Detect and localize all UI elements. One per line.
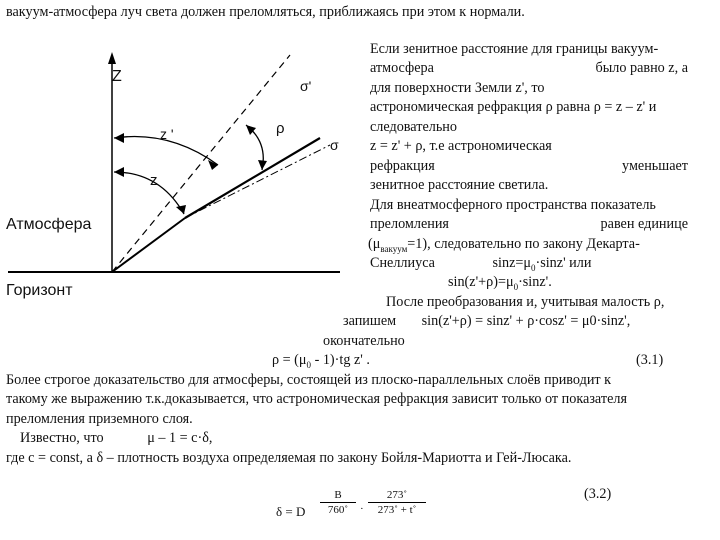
- text-fragment: рефракция: [370, 158, 435, 174]
- text-fragment: уменьшает: [622, 158, 688, 174]
- label-rho: ρ: [276, 120, 285, 137]
- text-line: Более строгое доказательство для атмосферы, состоящей из плоско-параллельных слоёв приводит к: [6, 372, 612, 388]
- label-z: z: [150, 172, 158, 189]
- incoming-ray-solid: [185, 138, 320, 218]
- arc-z-arrowhead-right: [176, 205, 186, 214]
- text-fragment: равен единице: [600, 216, 688, 232]
- text-fragment: =1), следовательно по закону Декарта-: [407, 236, 640, 252]
- label-sigma-prime: σ': [300, 78, 312, 94]
- label-z-prime: z ': [160, 126, 174, 142]
- text-line: Для внеатмосферного пространства показатель: [370, 197, 656, 213]
- fraction-denominator: 273˚ + t˚: [377, 504, 417, 516]
- text-line: астрономическая рефракция ρ равна ρ = z – z' и: [370, 99, 657, 115]
- top-text-line: вакуум-атмосфера луч света должен преломляться, приближаясь при этом к нормали.: [6, 4, 525, 20]
- text-line: окончательно: [323, 333, 405, 349]
- text-fragment: запишем: [343, 313, 397, 329]
- text-fragment: преломления: [370, 216, 449, 232]
- formula-fragment: ρ = (μ: [272, 352, 307, 368]
- text-line: такому же выражению т.к.доказывается, что астрономическая рефракция зависит только от показателя: [6, 391, 627, 407]
- label-z-axis: Z: [112, 68, 122, 85]
- text-line: [448, 274, 552, 296]
- text-line: [370, 60, 688, 77]
- text-line: Если зенитное расстояние для границы вакуум-: [370, 41, 659, 57]
- text-fragment: (μ: [368, 236, 381, 252]
- equation-number-3-2: (3.2): [584, 486, 612, 502]
- text-line: После преобразования и, учитывая малость ρ,: [386, 294, 665, 310]
- zenith-arrowhead: [108, 52, 116, 64]
- subscript: вакуум: [380, 243, 408, 254]
- text-line: где c = const, а δ – плотность воздуха определяемая по закону Бойля-Мариотта и Гей-Люсака.: [6, 450, 572, 466]
- equation-number-3-1: (3.1): [636, 352, 664, 368]
- formula-3-1: [272, 352, 370, 374]
- text-fragment: sin(z'+ρ)=μ: [448, 274, 514, 290]
- label-sigma: σ: [330, 137, 339, 153]
- text-fragment: ·sinz' или: [535, 255, 592, 271]
- fraction-denominator: 760˚: [327, 504, 349, 516]
- text-fragment: Снеллиуса: [370, 255, 435, 271]
- text-line: [370, 158, 688, 175]
- multiply-dot: ·: [360, 503, 364, 515]
- label-atmosphere: Атмосфера: [6, 216, 92, 233]
- text-fragment: Известно, что: [20, 430, 104, 446]
- text-fragment: μ – 1 = c·δ,: [147, 430, 213, 446]
- text-fragment: sinz=μ: [492, 255, 531, 271]
- text-fragment: атмосфера: [370, 60, 434, 76]
- text-fragment: ·sinz'.: [518, 274, 552, 290]
- subscript: 0: [530, 262, 536, 273]
- arc-rho-arrowhead-bottom: [258, 160, 267, 170]
- text-line: z = z' + ρ, т.е астрономическая: [370, 138, 552, 154]
- text-line: следовательно: [370, 119, 457, 135]
- text-fragment: было равно z, а: [595, 60, 688, 76]
- fraction-numerator: 273˚: [368, 488, 426, 503]
- formula-3-2-lhs: δ = D: [276, 504, 306, 519]
- fraction-temperature: [368, 488, 426, 517]
- text-line: для поверхности Земли z', то: [370, 80, 545, 96]
- text-line: [20, 430, 212, 447]
- arc-z: [114, 172, 184, 214]
- subscript: 0: [513, 281, 519, 292]
- arc-z-arrowhead-left: [114, 167, 124, 177]
- fraction-b-760: [320, 488, 356, 517]
- arc-z-prime-arrowhead-left: [114, 133, 124, 143]
- text-line: зенитное расстояние светила.: [370, 177, 549, 193]
- fraction-numerator: B: [320, 488, 356, 503]
- text-fragment: sin(z'+ρ) = sinz' + ρ·cosz' = μ0·sinz',: [421, 313, 631, 329]
- refracted-ray-solid: [112, 218, 185, 272]
- text-line: [343, 313, 630, 330]
- label-horizon: Горизонт: [6, 282, 73, 299]
- text-line: преломления приземного слоя.: [6, 411, 193, 427]
- formula-fragment: - 1)·tg z' .: [311, 352, 370, 368]
- text-line: [370, 216, 688, 233]
- subscript: 0: [306, 359, 312, 370]
